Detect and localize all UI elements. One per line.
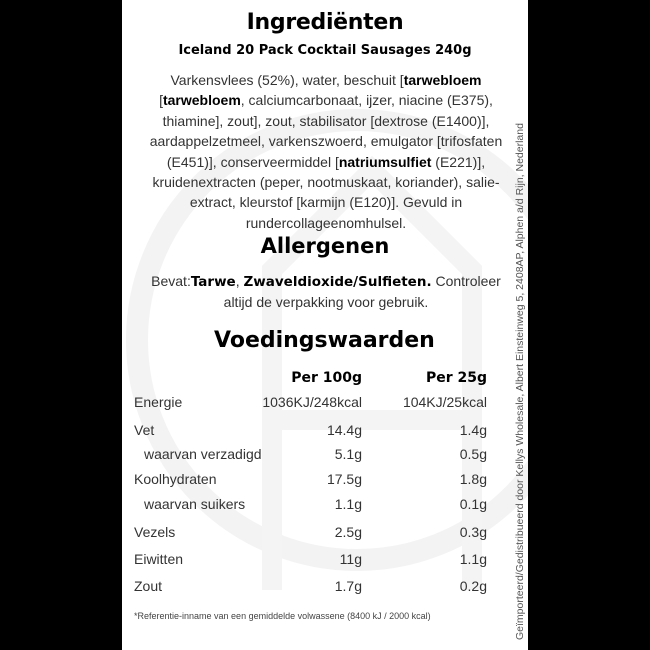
ingredient-text: [	[159, 92, 163, 109]
value-per-25g: 1.8g	[459, 471, 487, 487]
nutrient-label: Vezels	[134, 524, 176, 540]
table-row	[122, 446, 528, 466]
ingredient-text: (E221)], kruidenextracten (peper, nootmuskaat, koriander), salie-extract, kleurstof [karmijn (E120)]. Gevuld in rundercollageenomhulsel.	[152, 153, 500, 231]
allergens-note: Controleer altijd de verpakking voor gebruik.	[223, 273, 501, 311]
value-per-25g: 104KJ/25kcal	[402, 394, 487, 410]
table-row	[122, 496, 528, 516]
table-row	[122, 394, 528, 414]
allergens-separator: ,	[235, 273, 244, 289]
distributor-address: Geïmporteerd/Gedistribueerd door Kellys Wholesale, Albert Einsteinweg 5, 2408AP, Alphen a/d Rijn, Nederland	[514, 123, 526, 640]
nutrient-label: Zout	[134, 578, 163, 594]
page-title: Ingrediënten	[246, 10, 404, 35]
value-per-25g: 1.4g	[459, 422, 487, 438]
nutrient-label: waarvan verzadigd	[144, 446, 262, 462]
value-per-100g: 1.7g	[334, 578, 362, 594]
value-per-100g: 1036KJ/248kcal	[262, 394, 362, 410]
table-row	[122, 551, 528, 571]
allergen-item: Zwaveldioxide/Sulfieten.	[243, 274, 432, 290]
value-per-100g: 11g	[339, 551, 362, 567]
nutrient-label: Energie	[134, 394, 183, 410]
column-header-per-100g: Per 100g	[291, 370, 362, 386]
allergens-text	[136, 271, 516, 313]
value-per-25g: 0.2g	[459, 578, 487, 594]
table-row	[122, 471, 528, 491]
nutrition-heading: Voedingswaarden	[214, 328, 435, 353]
value-per-25g: 1.1g	[459, 551, 487, 567]
value-per-100g: 17.5g	[326, 471, 362, 487]
nutrient-label: Eiwitten	[134, 551, 184, 567]
ingredient-allergen: tarwebloem	[403, 72, 482, 88]
value-per-25g: 0.1g	[459, 496, 487, 512]
value-per-25g: 0.5g	[459, 446, 487, 462]
ingredient-text: , calciumcarbonaat, ijzer, niacine (E375), thiamine], zout], zout, stabilisator [dextrose (E1400)], aardappelzetmeel, varkenszwoerd, emulgator [trifosfaten (E451)], conserveermiddel [	[149, 92, 503, 170]
ingredients-text	[136, 70, 516, 233]
product-name: Iceland 20 Pack Cocktail Sausages 240g	[178, 43, 472, 58]
label-panel	[122, 0, 528, 650]
allergen-item: Tarwe	[190, 274, 236, 290]
nutrient-label: Koolhydraten	[134, 471, 217, 487]
nutrient-label: Vet	[134, 422, 155, 438]
table-row	[122, 422, 528, 442]
table-row	[122, 578, 528, 598]
ingredient-allergen: natriumsulfiet	[338, 153, 432, 170]
allergens-heading: Allergenen	[260, 234, 390, 258]
table-row	[122, 524, 528, 544]
ingredient-allergen: tarwebloem	[162, 92, 241, 109]
value-per-25g: 0.3g	[459, 524, 487, 540]
ingredient-text: Varkensvlees (52%), water, beschuit [	[170, 72, 404, 88]
allergens-prefix: Bevat:	[151, 273, 191, 289]
value-per-100g: 1.1g	[334, 496, 362, 512]
column-header-per-25g: Per 25g	[425, 370, 487, 386]
footnote: *Referentie-inname van een gemiddelde volwassene (8400 kJ / 2000 kcal)	[134, 611, 431, 621]
value-per-100g: 2.5g	[334, 524, 362, 540]
value-per-100g: 14.4g	[326, 422, 362, 438]
nutrient-label: waarvan suikers	[144, 496, 246, 512]
value-per-100g: 5.1g	[334, 446, 362, 462]
